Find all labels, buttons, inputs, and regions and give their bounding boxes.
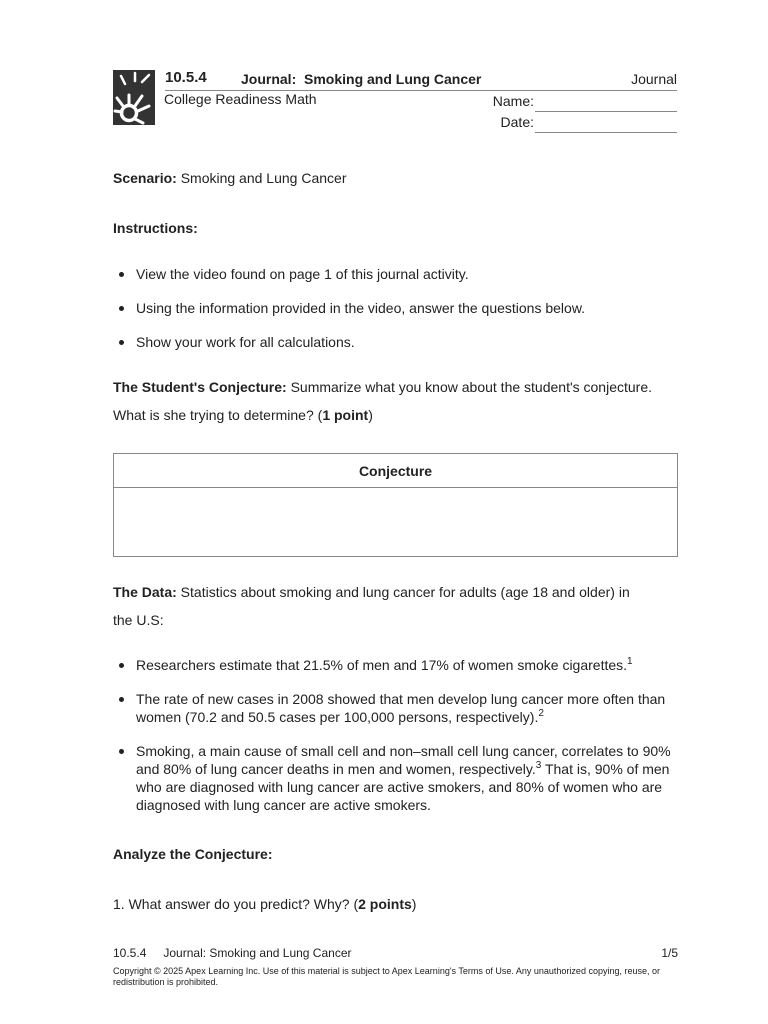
- lesson-number: 10.5.4: [165, 69, 207, 86]
- date-field[interactable]: [535, 132, 677, 133]
- document-title: Journal: Smoking and Lung Cancer: [241, 71, 482, 87]
- footnote-ref: 1: [627, 656, 633, 667]
- footer-title: [113, 946, 352, 960]
- data-label: The Data:: [113, 584, 177, 600]
- conjecture-prompt: [113, 373, 681, 429]
- footnote-ref: 2: [538, 708, 544, 719]
- name-field[interactable]: [535, 111, 677, 112]
- data-item-text-cont: That is, 90% of men who are diagnosed with lung cancer are active smokers, and 80% of women who are diagnosed with lung cancer are active smokers.: [136, 761, 670, 813]
- instructions-heading: [113, 214, 681, 242]
- date-label: Date:: [500, 114, 534, 130]
- conjecture-table: [113, 453, 678, 557]
- question-1: [113, 890, 681, 918]
- question-1-points: 2 points: [358, 896, 412, 912]
- analyze-heading: [113, 840, 681, 868]
- copyright-notice: Copyright © 2025 Apex Learning Inc. Use of this material is subject to Apex Learning's Terms of Use. Any unauthorized copying, reuse, or redistribution is prohibited.: [113, 966, 660, 987]
- instruction-item: View the video found on page 1 of this journal activity.: [113, 265, 681, 283]
- conjecture-points: 1 point: [322, 407, 369, 423]
- course-name: College Readiness Math: [164, 91, 317, 107]
- page-number: 1/5: [661, 946, 678, 960]
- data-intro-text-cont: the U.S:: [113, 612, 164, 628]
- conjecture-prompt-text: Summarize what you know about the student's conjecture.: [286, 379, 652, 395]
- instructions-list: [113, 265, 681, 351]
- instruction-item: Using the information provided in the video, answer the questions below.: [113, 299, 681, 317]
- scenario-text: Smoking and Lung Cancer: [180, 170, 347, 186]
- name-label: Name:: [492, 93, 534, 109]
- conjecture-question-end: ): [368, 407, 373, 423]
- data-intro: [113, 578, 681, 634]
- data-item-text: Smoking, a main cause of small cell and non–small cell lung cancer, correlates to 90% and 80% of lung cancer deaths in men and women, respectively.: [136, 743, 671, 777]
- conjecture-table-header: Conjecture: [114, 454, 677, 488]
- data-intro-text: Statistics about smoking and lung cancer for adults (age 18 and older) in: [176, 584, 630, 600]
- data-item: [113, 690, 681, 726]
- conjecture-question: What is she trying to determine? (: [113, 407, 323, 423]
- scenario-line: [113, 164, 681, 192]
- footer-doc-title: Journal: Smoking and Lung Cancer: [163, 946, 352, 960]
- instruction-item: Show your work for all calculations.: [113, 333, 681, 351]
- data-item-text: Researchers estimate that 21.5% of men and 17% of women smoke cigarettes.: [136, 657, 628, 673]
- analyze-label: Analyze the Conjecture:: [113, 846, 273, 862]
- scenario-label: Scenario:: [113, 170, 177, 186]
- question-1-text: 1. What answer do you predict? Why? (: [113, 896, 359, 912]
- apex-logo-icon: [113, 70, 155, 125]
- footnote-ref: 3: [535, 760, 542, 771]
- footer-lesson-number: 10.5.4: [113, 946, 147, 960]
- conjecture-label: The Student's Conjecture:: [113, 379, 287, 395]
- data-list: [113, 656, 681, 814]
- document-type: Journal: [631, 71, 677, 87]
- question-1-end: ): [411, 896, 417, 912]
- instructions-label: Instructions:: [113, 220, 198, 236]
- data-item: [113, 656, 681, 674]
- data-item-text: The rate of new cases in 2008 showed that men develop lung cancer more often than women (70.2 and 50.5 cases per 100,000 persons, respectively).: [136, 691, 666, 725]
- conjecture-answer-cell[interactable]: [114, 488, 677, 556]
- data-item: [113, 742, 681, 814]
